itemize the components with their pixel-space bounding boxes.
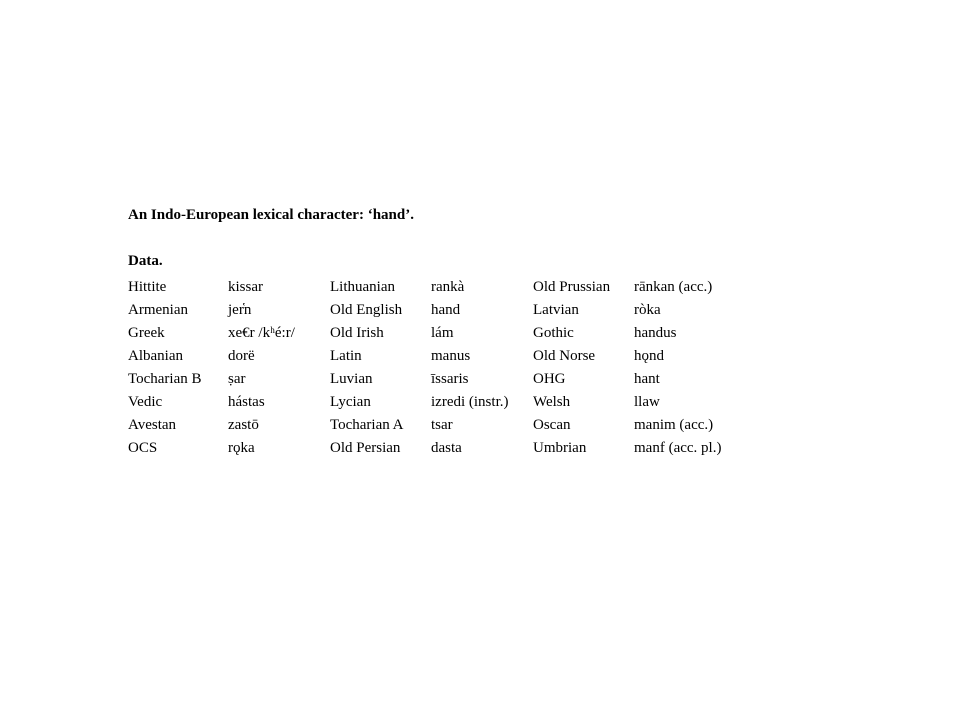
word-form: kissar xyxy=(228,279,263,295)
word-form: hástas xyxy=(228,394,265,410)
language-name: Avestan xyxy=(128,417,177,433)
word-form: manus xyxy=(431,348,471,364)
table-row xyxy=(128,276,808,299)
word-form: dasta xyxy=(431,440,462,456)
word-form: xe€r /kʰé:r/ xyxy=(228,325,295,341)
language-name: Luvian xyxy=(330,371,373,387)
table-row xyxy=(128,322,808,345)
language-name: OCS xyxy=(128,440,158,456)
language-name: Old Prussian xyxy=(533,279,611,295)
word-form: īssaris xyxy=(431,371,469,387)
language-name: Lithuanian xyxy=(330,279,395,295)
word-form: manim (acc.) xyxy=(634,417,714,433)
word-form: hǫnd xyxy=(634,348,664,364)
table-row xyxy=(128,437,808,460)
table-row xyxy=(128,391,808,414)
word-form: rankà xyxy=(431,279,465,295)
word-form: ròka xyxy=(634,302,661,318)
word-form: izredi (instr.) xyxy=(431,394,509,410)
word-form: manf (acc. pl.) xyxy=(634,440,722,456)
word-form: hand xyxy=(431,302,461,318)
word-form: lám xyxy=(431,325,454,341)
language-name: Lycian xyxy=(330,394,371,410)
word-form: zastō xyxy=(228,417,259,433)
cognate-table xyxy=(128,276,808,460)
word-form: dorë xyxy=(228,348,255,364)
language-name: OHG xyxy=(533,371,566,387)
word-form: ṣar xyxy=(228,371,246,387)
language-name: Armenian xyxy=(128,302,188,318)
language-name: Old Norse xyxy=(533,348,596,364)
table-row xyxy=(128,299,808,322)
table-row xyxy=(128,414,808,437)
language-name: Latin xyxy=(330,348,362,364)
language-name: Old Irish xyxy=(330,325,384,341)
language-name: Greek xyxy=(128,325,165,341)
word-form: rānkan (acc.) xyxy=(634,279,713,295)
language-name: Old Persian xyxy=(330,440,401,456)
word-form: tsar xyxy=(431,417,453,433)
language-name: Vedic xyxy=(128,394,163,410)
language-name: Old English xyxy=(330,302,403,318)
table-row xyxy=(128,368,808,391)
document-heading: An Indo-European lexical character: ‘hand’. xyxy=(128,207,414,223)
language-name: Gothic xyxy=(533,325,574,341)
word-form: hant xyxy=(634,371,660,387)
language-name: Tocharian B xyxy=(128,371,202,387)
word-form: jer̔n xyxy=(228,302,252,318)
data-label: Data. xyxy=(128,253,163,269)
language-name: Hittite xyxy=(128,279,167,295)
word-form: llaw xyxy=(634,394,660,410)
language-name: Umbrian xyxy=(533,440,587,456)
table-row xyxy=(128,345,808,368)
word-form: rǫka xyxy=(228,440,255,456)
language-name: Latvian xyxy=(533,302,579,318)
language-name: Oscan xyxy=(533,417,571,433)
word-form: handus xyxy=(634,325,677,341)
language-name: Tocharian A xyxy=(330,417,404,433)
language-name: Welsh xyxy=(533,394,571,410)
language-name: Albanian xyxy=(128,348,183,364)
